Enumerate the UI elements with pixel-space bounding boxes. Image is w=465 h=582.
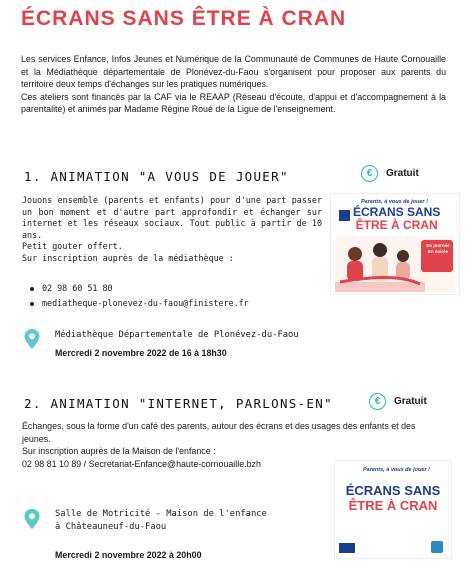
poster2-logo-left (339, 543, 355, 553)
section1-description: Jouons ensemble (parents et enfants) pour d'une part passer un bon moment et d'autre part approfondir et échanger sur internet et les réseaux sociaux. Tout public à partir de 10 ans. (22, 195, 322, 240)
section2-description: Échanges, sous la forme d'un café des parents, autour des écrans et des usages des enfants et des jeunes. (22, 421, 416, 444)
poster1-logo (339, 210, 350, 221)
intro-paragraph-1: Les services Enfance, Infos Jeunes et Numérique de la Communauté de Communes de Haute Cornouaille et la Médiathèque départementale de Plonévez-du-Faou s'organisent pour proposer aux parents du territoire deux temps d'échanges sur les pratiques numériques. (21, 54, 446, 90)
section2-place (55, 508, 267, 534)
section1-heading: 1. ANIMATION "A VOUS DE JOUER" (24, 169, 289, 184)
section2-heading: 2. ANIMATION "INTERNET, PARLONS-EN" (24, 396, 333, 411)
poster1-title-line2: ÊTRE À CRAN (355, 218, 438, 232)
section1-date: Mercredi 2 novembre 2022 de 16 à 18h30 (55, 348, 227, 358)
email-link[interactable]: mediatheque-plonevez-du-faou@finistere.fr (42, 297, 249, 308)
section2-gratuit (369, 393, 427, 410)
euro-icon: € (369, 393, 386, 410)
poster-image-1 (330, 193, 460, 295)
poster2-title-line1: ÉCRANS SANS (345, 483, 441, 498)
section1-contacts (30, 283, 249, 309)
section1-gratuit (361, 165, 419, 182)
gratuit-label: Gratuit (394, 396, 427, 407)
section2-contact[interactable]: 02 98 81 10 89 / Secretariat-Enfance@haute-cornouaille.bzh (22, 458, 261, 469)
phone-number[interactable]: 02 98 60 51 80 (42, 283, 113, 293)
poster2-tagline: Parents, à vous de jouer ! (363, 467, 430, 473)
list-item (30, 283, 249, 295)
euro-icon: € (361, 165, 378, 182)
intro-text (21, 53, 446, 116)
section1-gouter: Petit gouter offert. (22, 241, 123, 251)
section1-inscription: Sur inscription auprès de la médiathèque : (22, 252, 234, 263)
poster2-title-line2: ÊTRE À CRAN (348, 498, 438, 513)
page-title: ÉCRANS SANS ÊTRE À CRAN (21, 7, 347, 30)
poster1-tagline: Parents, à vous de jouer ! (361, 199, 428, 205)
poster-image-2 (334, 460, 452, 559)
list-item (30, 298, 249, 310)
location-pin-icon (24, 509, 40, 529)
poster1-badge (423, 243, 453, 255)
poster1-badge-line2: En soirée (427, 249, 449, 254)
poster1-title-line1: ÉCRANS SANS (353, 205, 441, 219)
section1-body (22, 195, 322, 264)
section2-date: Mercredi 2 novembre 2022 à 20h00 (55, 550, 202, 560)
section2-place-line2: à Châteauneuf-du-Faou (55, 522, 167, 532)
poster2-logo-right (431, 541, 443, 553)
intro-paragraph-2: Ces ateliers sont financés par la CAF via le REAAP (Réseau d'écoute, d'appui et d'accompagnement à la parentalité) et animés par Madame Régine Roué de la Ligue de l'enseignement. (21, 91, 446, 115)
gratuit-label: Gratuit (386, 168, 419, 179)
location-pin-icon (24, 329, 40, 349)
section2-place-line1: Salle de Motricité - Maison de l'enfance (55, 509, 267, 519)
section2-inscription: Sur inscription auprès de la Maison de l'enfance : (22, 446, 216, 457)
poster2-title (341, 483, 445, 513)
poster1-title (353, 206, 440, 232)
section1-place: Médiathèque Départementale de Plonévez-du-Faou (55, 330, 299, 340)
poster1-badge-line1: En journée (426, 243, 450, 248)
